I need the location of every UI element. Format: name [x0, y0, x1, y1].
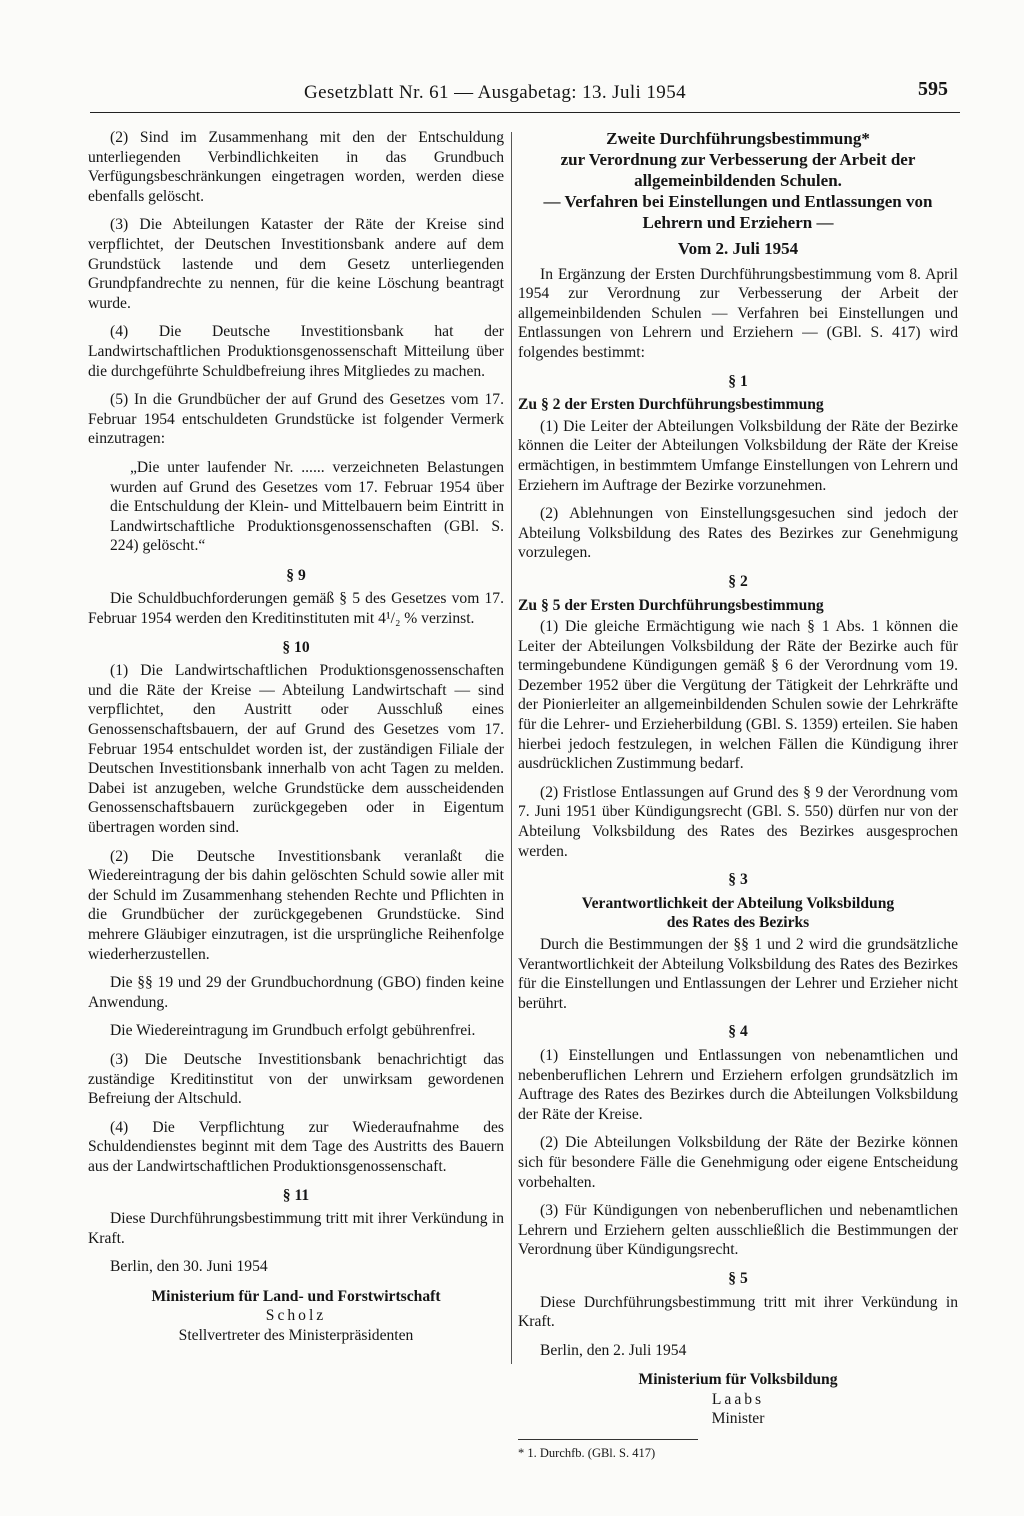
- page-number: 595: [918, 78, 948, 100]
- column-divider: [511, 132, 512, 1364]
- section-heading: § 4: [728, 1023, 748, 1041]
- section-subheading: Verantwortlichkeit der Abteilung Volksbildung: [581, 894, 895, 912]
- section-heading: § 10: [282, 638, 310, 656]
- section-heading: § 1: [728, 372, 748, 390]
- signer-name: Scholz: [265, 1307, 327, 1325]
- paragraph: In Ergänzung der Ersten Durchführungsbestimmung vom 8. April 1954 zur Verordnung zur Verbesserung der Arbeit der allgemeinbildenden Schulen — Verfahren bei Einstellungen und Entlassungen von Lehrern und Erziehern — (GBl. S. 417) wird folgendes bestimmt:: [518, 265, 958, 361]
- section-subheading: Zu § 2 der Ersten Durchführungsbestimmung: [518, 396, 824, 414]
- decree-title: [518, 128, 958, 233]
- place-date: Berlin, den 30. Juni 1954: [110, 1258, 268, 1276]
- paragraph: Diese Durchführungsbestimmung tritt mit ihrer Verkündung in Kraft.: [518, 1293, 958, 1331]
- section-subheading: Zu § 5 der Ersten Durchführungsbestimmung: [518, 596, 824, 614]
- section-heading: § 9: [286, 566, 306, 584]
- signer-name: Laabs: [711, 1390, 765, 1408]
- signer-title: Minister: [711, 1410, 765, 1428]
- page-header: [90, 78, 960, 113]
- paragraph: (5) In die Grundbücher der auf Grund des Gesetzes vom 17. Februar 1954 entschuldeten Grundstücke ist folgender Vermerk einzutragen:: [88, 391, 504, 448]
- section-heading: § 5: [728, 1269, 748, 1287]
- right-column: [518, 128, 958, 1464]
- paragraph: (3) Für Kündigungen von nebenberuflichen und nebenamtlichen Lehrern und Erziehern gelten ausschließlich die Bestimmungen der Verordnung über Kündigungsrecht.: [518, 1202, 958, 1259]
- ministry-name: Ministerium für Land- und Forstwirtschaft: [151, 1287, 441, 1305]
- left-column: [88, 128, 504, 1346]
- signature-block: [88, 1287, 504, 1346]
- title-line: Zweite Durchführungsbestimmung*: [606, 129, 870, 148]
- paragraph: Die Schuldbuchforderungen gemäß § 5 des Gesetzes vom 17. Februar 1954 werden den Kreditinstituten mit 4¹/₂ % verzinst.: [88, 590, 504, 628]
- title-line: — Verfahren bei Einstellungen und Entlassungen von Lehrern und Erziehern —: [543, 192, 933, 232]
- paragraph: (3) Die Deutsche Investitionsbank benachrichtigt das zuständige Kreditinstitut von der unwirksam gewordenen Befreiung der Altschuld.: [88, 1050, 504, 1108]
- paragraph: (4) Die Verpflichtung zur Wiederaufnahme des Schuldendienstes beginnt mit dem Tage des Austritts des Bauern aus der Landwirtschaftlichen Produktionsgenossenschaft.: [88, 1118, 504, 1175]
- signature-block: [518, 1370, 958, 1429]
- ministry-name: Ministerium für Volksbildung: [638, 1371, 838, 1389]
- paragraph: Diese Durchführungsbestimmung tritt mit ihrer Verkündung in Kraft.: [88, 1210, 504, 1247]
- paragraph: (2) Fristlose Entlassungen auf Grund des § 9 der Verordnung vom 7. Juni 1951 über Kündigungsrecht (GBl. S. 550) dürfen nur von der Abteilung Volksbildung des Rates des Bezirkes ausgesprochen werden.: [518, 783, 958, 860]
- footnote: * 1. Durchfb. (GBl. S. 417): [518, 1446, 656, 1461]
- paragraph: Durch die Bestimmungen der §§ 1 und 2 wird die grundsätzliche Verantwortlichkeit der Abteilung Volksbildung des Rates des Bezirkes für die Einstellungen und Entlassungen der Lehrer und Erzieher nicht berührt.: [518, 936, 958, 1012]
- paragraph: (2) Sind im Zusammenhang mit den der Entschuldung unterliegenden Verbindlichkeiten in das Grundbuch Verfügungsbeschränkungen eingetragen worden, werden diese ebenfalls gelöscht.: [88, 129, 504, 205]
- header-title: Gesetzblatt Nr. 61 — Ausgabetag: 13. Juli 1954: [304, 82, 686, 103]
- paragraph: (3) Die Abteilungen Kataster der Räte der Kreise sind verpflichtet, der Deutschen Investitionsbank andere auf dem Grundstück lastende und dem Gesetz unterliegenden Grundpfandrechte zu nennen, für die keine Löschung beantragt wurde.: [88, 216, 504, 312]
- section-heading: § 11: [282, 1186, 310, 1204]
- paragraph: (1) Die gleiche Ermächtigung wie nach § 1 Abs. 1 können die Leiter der Abteilungen Volksbildung der Räte der Bezirke auch für termingebundene Kündigungen gemäß § 6 der Verordnung vom 19. Dezember 1952 über die Vergütung der Tätigkeit der Lehrkräfte und der Pionierleiter an allgemeinbildenden Schulen sowie der Lehrkräfte für die Lehrer- und Erzieherbildung (GBl. S. 1359) erteilen. Sie haben hierbei jedoch festzulegen, in welchen Fällen die Kündigung ihrer ausdrücklichen Zustimmung bedarf.: [518, 618, 958, 773]
- paragraph: (1) Die Landwirtschaftlichen Produktionsgenossenschaften und die Räte der Kreise — Abteilung Landwirtschaft — sind verpflichtet, den Austritt oder Ausschluß eines Genossenschaftsbauern, der auf Grund des Gesetzes vom 17. Februar 1954 entschuldet worden ist, der zuständigen Filiale der Deutschen Investitionsbank innerhalb von acht Tagen zu melden. Dabei ist anzugeben, welche Grundstücke dem ausscheidenden Genossenschaftsbauern zurückgegeben oder in Eigentum übertragen worden sind.: [88, 662, 504, 836]
- title-line: zur Verordnung zur Verbesserung der Arbeit der allgemeinbildenden Schulen.: [560, 150, 916, 190]
- paragraph: (2) Die Abteilungen Volksbildung der Räte der Bezirke können sich für besondere Fälle die Genehmigung oder eigene Entscheidung vorbehalten.: [518, 1134, 958, 1191]
- section-heading: § 3: [728, 871, 748, 889]
- place-date: Berlin, den 2. Juli 1954: [540, 1341, 687, 1359]
- footnote-divider: [518, 1439, 698, 1440]
- signer-title: Stellvertreter des Ministerpräsidenten: [178, 1327, 414, 1345]
- paragraph: Die Wiedereintragung im Grundbuch erfolgt gebührenfrei.: [110, 1022, 476, 1040]
- paragraph: (1) Die Leiter der Abteilungen Volksbildung der Räte der Bezirke können die Leiter der Abteilungen Volksbildung der Räte der Kreise ermächtigen, in bestimmtem Umfange Einstellungen von Lehrern und Erziehern im Auftrage der Bezirke vorzunehmen.: [518, 417, 958, 494]
- paragraph: Die §§ 19 und 29 der Grundbuchordnung (GBO) finden keine Anwendung.: [88, 974, 504, 1011]
- quoted-entry: „Die unter laufender Nr. ...... verzeichneten Belastungen wurden auf Grund des Gesetzes vom 17. Februar 1954 über die Entschuldung der Klein- und Mittelbauern beim Eintritt in Landwirtschaftliche Produktionsgenossenschaften (GBl. S. 224) gelöscht.“: [110, 458, 504, 555]
- decree-date: Vom 2. Juli 1954: [677, 239, 799, 258]
- paragraph: (1) Einstellungen und Entlassungen von nebenamtlichen und nebenberuflichen Lehrern und Erziehern erfolgen grundsätzlich im Auftrage des Rates des Bezirkes durch die Abteilungen Volksbildung der Räte der Kreise.: [518, 1046, 958, 1123]
- section-heading: § 2: [728, 572, 748, 590]
- paragraph: (4) Die Deutsche Investitionsbank hat der Landwirtschaftlichen Produktionsgenossenschaft Mitteilung über die durchgeführte Schuldbefreiung ihres Mitgliedes zu machen.: [88, 323, 504, 380]
- paragraph: (2) Die Deutsche Investitionsbank veranlaßt die Wiedereintragung der bis dahin gelöschten Schuld sowie aller mit der Schuld im Zusammenhang stehenden Rechte und Pflichten in die Grundbücher der zurückgegebenen Grundstücke. Sind mehrere Gläubiger einzutragen, ist die ursprüngliche Reihenfolge wiederherzustellen.: [88, 847, 504, 963]
- section-subheading: des Rates des Bezirks: [666, 914, 810, 932]
- paragraph: (2) Ablehnungen von Einstellungsgesuchen sind jedoch der Abteilung Volksbildung des Rates des Bezirkes zur Genehmigung vorzulegen.: [518, 505, 958, 562]
